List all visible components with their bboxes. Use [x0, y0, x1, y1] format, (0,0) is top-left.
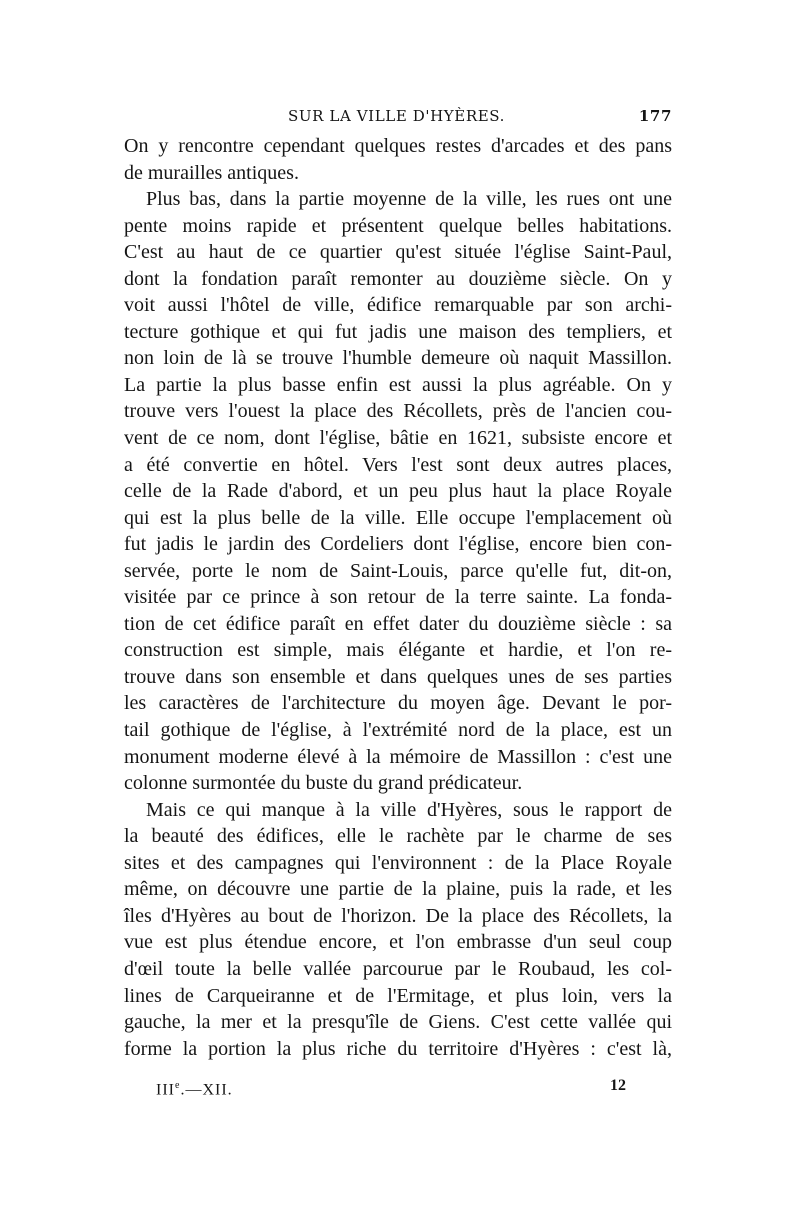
text-line: d'œil toute la belle vallée parcourue par le Roubaud, les col- — [124, 957, 672, 980]
text-line: a été convertie en hôtel. Vers l'est sont deux autres places, — [124, 453, 672, 476]
text-line: colonne surmontée du buste du grand prédicateur. — [124, 772, 523, 795]
page-footer — [156, 1072, 626, 1100]
text-line: servée, porte le nom de Saint-Louis, parce qu'elle fut, dit-on, — [124, 559, 672, 582]
text-line: tion de cet édifice paraît en effet dater du douzième siècle : sa — [124, 612, 672, 635]
page-number: 177 — [638, 107, 672, 125]
text-line: dont la fondation paraît remonter au douzième siècle. On y — [124, 267, 672, 290]
sheet-number: 12 — [610, 1077, 626, 1094]
text-line: monument moderne élevé à la mémoire de Massillon : c'est une — [124, 745, 672, 768]
text-line: même, on découvre une partie de la plaine, puis la rade, et les — [124, 878, 672, 901]
signature-main: III — [156, 1081, 175, 1099]
text-line: lines de Carqueiranne et de l'Ermitage, et plus loin, vers la — [124, 984, 672, 1007]
text-line: la beauté des édifices, elle le rachète par le charme de ses — [124, 825, 672, 848]
printer-signature — [156, 1072, 233, 1104]
text-line: construction est simple, mais élégante et hardie, et l'on re- — [124, 639, 672, 662]
text-line: Plus bas, dans la partie moyenne de la ville, les rues ont une — [146, 188, 672, 211]
text-line: forme la portion la plus riche du territoire d'Hyères : c'est là, — [124, 1037, 672, 1060]
text-line: La partie la plus basse enfin est aussi la plus agréable. On y — [124, 373, 672, 396]
text-line: vent de ce nom, dont l'église, bâtie en 1621, subsiste encore et — [124, 427, 672, 450]
text-line: trouve vers l'ouest la place des Récollets, près de l'ancien cou- — [124, 400, 672, 423]
text-line: On y rencontre cependant quelques restes d'arcades et des pans — [124, 135, 672, 157]
running-title: SUR LA VILLE D'HYÈRES. — [288, 107, 505, 125]
text-line: Mais ce qui manque à la ville d'Hyères, sous le rapport de — [146, 798, 672, 821]
text-line: de murailles antiques. — [124, 161, 299, 184]
text-line: trouve dans son ensemble et dans quelques unes de ses parties — [124, 665, 672, 688]
text-line: tecture gothique et qui fut jadis une maison des templiers, et — [124, 320, 672, 343]
text-line: les caractères de l'architecture du moyen âge. Devant le por- — [124, 692, 672, 715]
running-head — [124, 102, 672, 130]
text-line: voit aussi l'hôtel de ville, édifice remarquable par son archi- — [124, 294, 672, 317]
text-line: visitée par ce prince à son retour de la terre sainte. La fonda- — [124, 586, 672, 609]
text-line: C'est au haut de ce quartier qu'est située l'église Saint-Paul, — [124, 241, 672, 264]
text-line: sites et des campagnes qui l'environnent : de la Place Royale — [124, 851, 672, 874]
text-line: îles d'Hyères au bout de l'horizon. De la place des Récollets, la — [124, 904, 672, 927]
text-line: celle de la Rade d'abord, et un peu plus haut la place Royale — [124, 480, 672, 503]
text-line: gauche, la mer et la presqu'île de Giens. C'est cette vallée qui — [124, 1011, 672, 1034]
signature-rest: .—XII. — [180, 1081, 233, 1099]
text-line: qui est la plus belle de la ville. Elle occupe l'emplacement où — [124, 506, 672, 529]
text-line: vue est plus étendue encore, et l'on embrasse d'un seul coup — [124, 931, 672, 954]
text-line: fut jadis le jardin des Cordeliers dont l'église, encore bien con- — [124, 533, 672, 556]
text-line: tail gothique de l'église, à l'extrémité nord de la place, est un — [124, 719, 672, 742]
text-line: pente moins rapide et présentent quelque belles habitations. — [124, 214, 672, 237]
signature-superscript: e — [174, 1080, 181, 1091]
body-text — [124, 133, 672, 1062]
text-line: non loin de là se trouve l'humble demeure où naquit Massillon. — [124, 347, 672, 370]
